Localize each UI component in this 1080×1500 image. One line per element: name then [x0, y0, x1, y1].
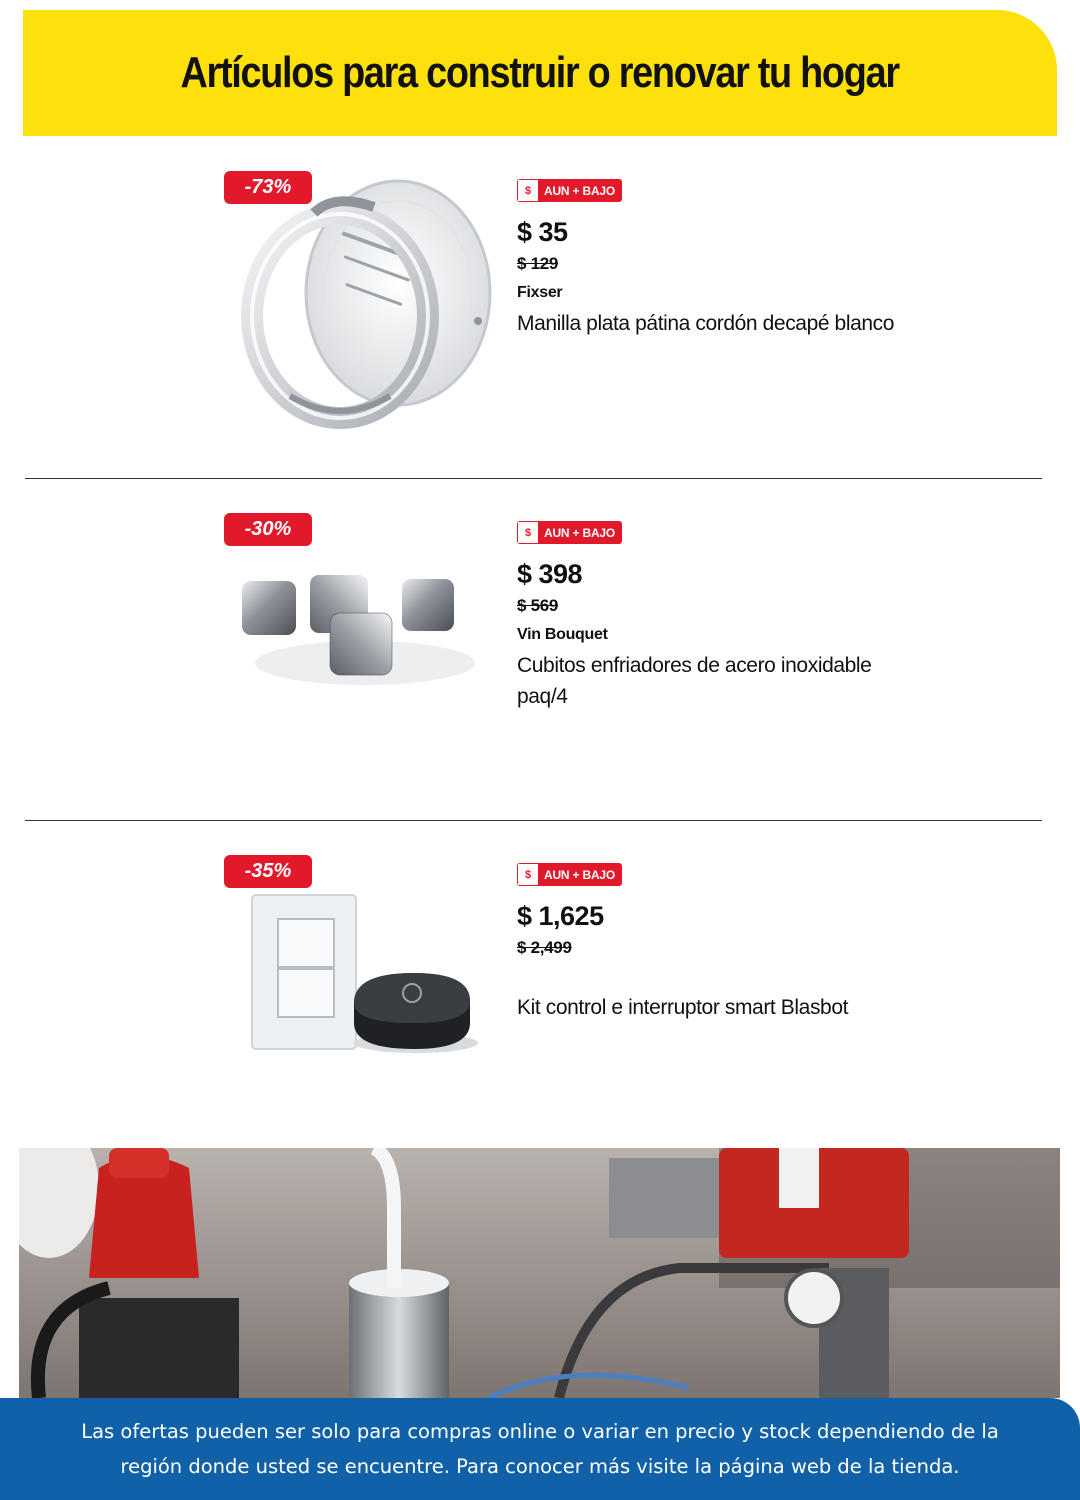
paint-sprayer-banner[interactable] — [19, 1148, 1060, 1398]
current-price: $ 398 — [517, 559, 583, 589]
price-tag-icon: $ — [517, 521, 539, 544]
aun-mas-bajo-badge — [517, 863, 622, 886]
product-info — [517, 179, 917, 339]
page-title: Artículos para construir o renovar tu hogar — [180, 48, 900, 97]
current-price: $ 1,625 — [517, 901, 604, 931]
product-brand: Fixser — [517, 284, 563, 301]
product-card[interactable] — [25, 137, 1042, 479]
product-image-smart-switch[interactable] — [230, 855, 500, 1125]
discount-badge: -30% — [224, 513, 312, 546]
product-brand — [517, 968, 917, 988]
product-info — [517, 521, 917, 712]
product-card[interactable] — [25, 821, 1042, 1121]
price-tag-icon: $ — [517, 179, 539, 202]
disclaimer-text: Las ofertas pueden ser solo para compras online o variar en precio y stock dependiendo de la región donde usted se encuentre. Para conocer más visite la página web de la tienda. — [81, 1420, 999, 1478]
product-image-ring-handle[interactable] — [230, 171, 500, 441]
product-info — [517, 863, 917, 1023]
header-banner — [23, 10, 1057, 136]
badge-label: AUN + BAJO — [544, 525, 616, 540]
price-tag-icon: $ — [517, 863, 539, 886]
product-card[interactable] — [25, 479, 1042, 821]
badge-label: AUN + BAJO — [544, 867, 616, 882]
product-description[interactable]: Kit control e interruptor smart Blasbot — [517, 996, 849, 1019]
disclaimer-footer — [0, 1398, 1080, 1500]
discount-badge: -73% — [224, 171, 312, 204]
original-price: $ 569 — [517, 596, 559, 615]
product-brand: Vin Bouquet — [517, 626, 608, 643]
current-price: $ 35 — [517, 217, 568, 247]
original-price: $ 2,499 — [517, 938, 572, 957]
aun-mas-bajo-badge — [517, 521, 622, 544]
product-description[interactable]: Cubitos enfriadores de acero inoxidable paq/4 — [517, 654, 872, 708]
product-description[interactable]: Manilla plata pátina cordón decapé blanco — [517, 312, 895, 335]
original-price: $ 129 — [517, 254, 559, 273]
discount-badge: -35% — [224, 855, 312, 888]
badge-label: AUN + BAJO — [544, 183, 616, 198]
aun-mas-bajo-badge — [517, 179, 622, 202]
product-image-ice-cubes[interactable] — [230, 513, 500, 783]
